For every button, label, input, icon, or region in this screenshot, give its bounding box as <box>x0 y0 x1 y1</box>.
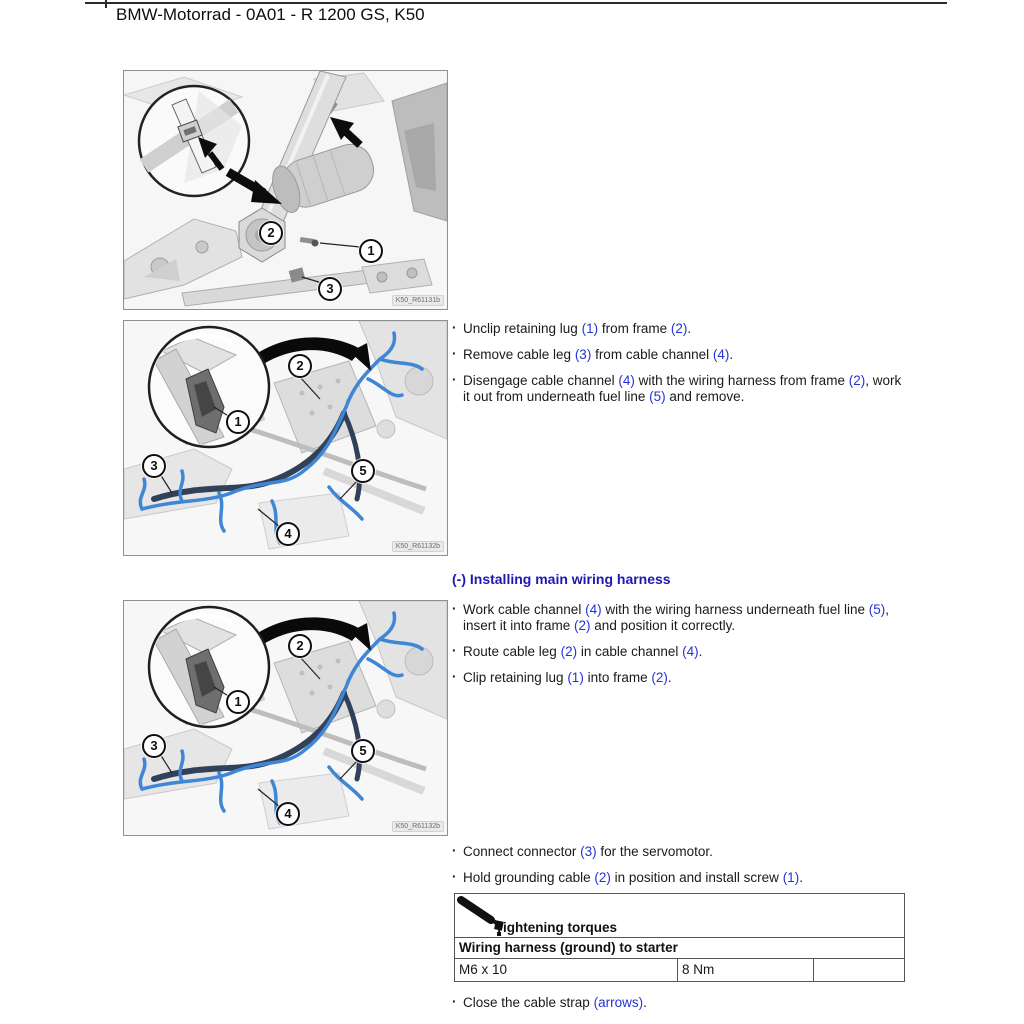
step-text: for the servomotor. <box>596 844 713 859</box>
step-text: and position it correctly. <box>590 617 736 633</box>
step-text: Hold grounding cable <box>463 870 595 885</box>
part-reference-link[interactable]: (2) <box>651 669 668 685</box>
section-heading-installing-main-wiring-harness[interactable]: (-) Installing main wiring harness <box>452 571 671 587</box>
figure-callout-2: 2 <box>288 634 312 658</box>
step-text: Clip retaining lug <box>463 669 568 685</box>
step-text: Disengage cable channel <box>463 373 619 388</box>
figure-callout-5: 5 <box>351 459 375 483</box>
part-reference-link[interactable]: (arrows) <box>593 995 644 1010</box>
part-reference-link[interactable]: (1) <box>581 321 599 336</box>
figure-callout-5: 5 <box>351 739 375 763</box>
figure-callout-4: 4 <box>276 802 300 826</box>
step-text: Remove cable leg <box>463 347 575 362</box>
step-connect-connector <box>452 844 910 860</box>
figure-starter-overview <box>123 70 448 310</box>
step-disengage-cable-channel <box>452 373 910 404</box>
figure-callout-1: 1 <box>226 690 250 714</box>
step-text: with the wiring harness from frame <box>634 373 849 388</box>
part-reference-link[interactable]: (4) <box>618 373 635 388</box>
part-reference-link[interactable]: (4) <box>712 347 730 362</box>
step-text: and remove. <box>665 388 745 404</box>
step-text: Work cable channel <box>463 602 586 617</box>
figure-callout-2: 2 <box>259 221 283 245</box>
step-work-cable-channel <box>452 602 910 633</box>
step-text: into frame <box>583 669 652 685</box>
figure-callout-3: 3 <box>142 454 166 478</box>
step-text: with the wiring harness underneath fuel line <box>601 602 869 617</box>
part-reference-link[interactable]: (2) <box>594 870 611 885</box>
part-reference-link[interactable]: (5) <box>649 388 666 404</box>
final-steps-list <box>452 844 910 896</box>
figure-callout-3: 3 <box>318 277 342 301</box>
step-text: . <box>687 321 692 336</box>
step-text: . <box>729 347 734 362</box>
figure-reference-code: K50_R61132b <box>392 541 444 552</box>
figure-callout-1: 1 <box>359 239 383 263</box>
figure-harness-artwork <box>124 601 447 835</box>
tightening-torques-table <box>454 893 905 982</box>
figure-harness-removal <box>123 320 448 556</box>
part-reference-link[interactable]: (5) <box>868 602 886 617</box>
figure-callout-1: 1 <box>226 410 250 434</box>
step-text: from frame <box>598 321 671 336</box>
torque-table-title: Tightening torques <box>495 920 617 935</box>
step-text: . <box>667 669 672 685</box>
torque-table-header <box>455 894 904 937</box>
part-reference-link[interactable]: (4) <box>682 643 699 659</box>
step-hold-grounding-cable <box>452 870 910 886</box>
install-steps-list <box>452 602 910 696</box>
figure-harness-install <box>123 600 448 836</box>
figure-reference-code: K50_R61132b <box>392 821 444 832</box>
part-reference-link[interactable]: (2) <box>574 617 591 633</box>
step-text: in position and install screw <box>610 870 783 885</box>
step-text: Route cable leg <box>463 643 561 659</box>
step-text: . <box>698 643 703 659</box>
header-rule-tick <box>105 0 107 8</box>
step-text: , work it out from underneath fuel line <box>463 373 902 404</box>
step-text: Connect connector <box>463 844 581 859</box>
step-unclip-retaining-lug <box>452 321 910 337</box>
part-reference-link[interactable]: (2) <box>670 321 688 336</box>
step-text: , insert it into frame <box>463 602 890 633</box>
part-reference-link[interactable]: (3) <box>580 844 597 859</box>
torque-table-section-label: Wiring harness (ground) to starter <box>455 937 904 958</box>
step-close-cable-strap <box>452 995 910 1011</box>
figure-callout-2: 2 <box>288 354 312 378</box>
step-text: from cable channel <box>591 347 713 362</box>
torque-table-row <box>455 958 904 981</box>
step-text: Close the cable strap <box>463 995 594 1010</box>
page-title: BMW-Motorrad - 0A01 - R 1200 GS, K50 <box>116 5 425 24</box>
figure-callout-4: 4 <box>276 522 300 546</box>
figure-starter-artwork <box>124 71 447 309</box>
step-text: . <box>643 995 647 1010</box>
figure-callout-3: 3 <box>142 734 166 758</box>
part-reference-link[interactable]: (4) <box>585 602 602 617</box>
part-reference-link[interactable]: (1) <box>567 669 584 685</box>
part-reference-link[interactable]: (3) <box>574 347 592 362</box>
figure-reference-code: K50_R61131b <box>392 295 444 306</box>
removal-steps-list <box>452 321 910 415</box>
part-reference-link[interactable]: (2) <box>848 373 866 388</box>
part-reference-link[interactable]: (1) <box>782 870 800 885</box>
torque-value-cell: 8 Nm <box>678 959 814 981</box>
part-reference-link[interactable]: (2) <box>560 643 578 659</box>
step-text: . <box>799 870 803 885</box>
step-route-cable-leg <box>452 644 910 660</box>
step-clip-retaining-lug <box>452 670 910 686</box>
figure-harness-artwork <box>124 321 447 555</box>
closing-step-container <box>452 995 910 1021</box>
torque-item-cell: M6 x 10 <box>455 959 678 981</box>
header-rule <box>85 2 947 4</box>
step-remove-cable-leg <box>452 347 910 363</box>
step-text: Unclip retaining lug <box>463 321 582 336</box>
step-text: in cable channel <box>577 643 683 659</box>
torque-extra-cell <box>814 959 904 981</box>
